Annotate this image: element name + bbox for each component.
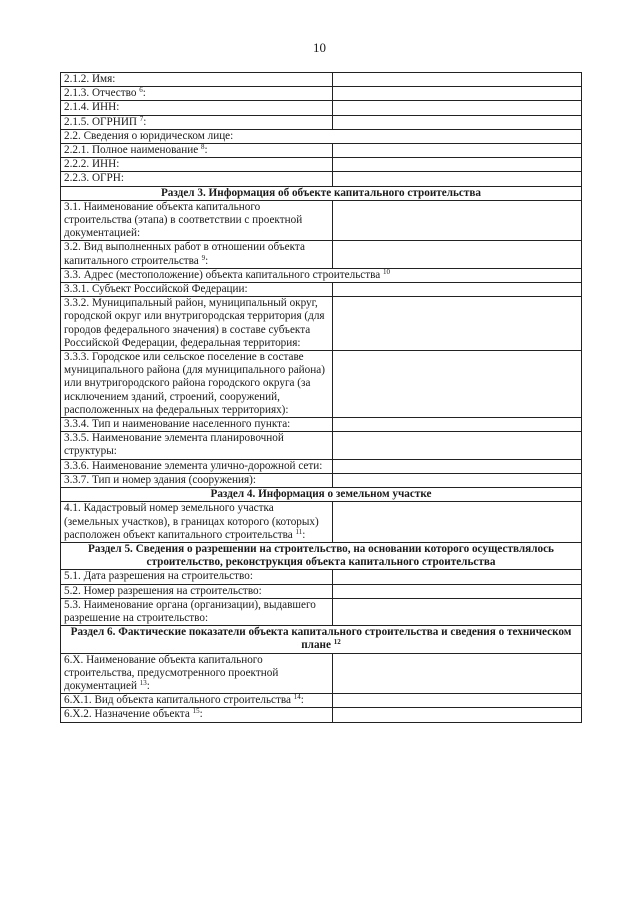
- form-row-2-2-3: [61, 172, 582, 186]
- field-value-cell[interactable]: [333, 73, 582, 87]
- field-label: 2.1.5. ОГРНИП $^7$:: [61, 115, 333, 129]
- form-row-3-2: [61, 241, 582, 268]
- section-title: Раздел 4. Информация о земельном участке: [61, 488, 582, 502]
- field-label: 3.3.2. Муниципальный район, муниципальный округ, городской округ или внутригородская территория (для городов федерального значения) в составе субъекта Российской Федерации, федеральная территория:: [61, 297, 333, 351]
- field-label: 3.3.7. Тип и номер здания (сооружения):: [61, 473, 333, 487]
- field-value-cell[interactable]: [333, 694, 582, 708]
- field-label: 3.1. Наименование объекта капитального строительства (этапа) в соответствии с проектной документацией:: [61, 200, 333, 241]
- field-value-cell[interactable]: [333, 200, 582, 241]
- footnote-ref: 15: [192, 707, 200, 716]
- field-label: 3.3.1. Субъект Российской Федерации:: [61, 283, 333, 297]
- form-row-5-3: [61, 598, 582, 625]
- field-value-cell[interactable]: [333, 241, 582, 268]
- section-title: Раздел 3. Информация об объекте капитального строительства: [61, 186, 582, 200]
- form-row-2-2-2: [61, 158, 582, 172]
- footnote-ref: 10: [383, 268, 391, 276]
- field-label: 5.2. Номер разрешения на строительство:: [61, 584, 333, 598]
- field-value-cell[interactable]: [333, 459, 582, 473]
- field-label: 2.1.2. Имя:: [61, 73, 333, 87]
- field-value-cell[interactable]: [333, 502, 582, 543]
- field-label: 6.X.2. Назначение объекта $^{15}$:: [61, 708, 333, 722]
- field-label: 5.3. Наименование органа (организации), выдавшего разрешение на строительство:: [61, 598, 333, 625]
- field-value-cell[interactable]: [333, 101, 582, 115]
- footnote-ref: 9: [201, 253, 206, 262]
- form-row-2-1-4: [61, 101, 582, 115]
- field-label-full: 3.3. Адрес (местоположение) объекта капитального строительства $^{10}$: [61, 268, 582, 282]
- field-label: 6.X. Наименование объекта капитального строительства, предусмотренного проектной документацией $^{13}$:: [61, 653, 333, 694]
- section-header-6: [61, 626, 582, 653]
- field-value-cell[interactable]: [333, 598, 582, 625]
- field-value-cell[interactable]: [333, 297, 582, 351]
- field-value-cell[interactable]: [333, 418, 582, 432]
- field-label: 4.1. Кадастровый номер земельного участка (земельных участков), в границах которого (которых) расположен объект капитального строительства $^{11}$:: [61, 502, 333, 543]
- form-row-3-3-2: [61, 297, 582, 351]
- field-label: 2.1.3. Отчество $^6$:: [61, 87, 333, 101]
- field-value-cell[interactable]: [333, 584, 582, 598]
- field-label: 2.2.1. Полное наименование $^8$:: [61, 144, 333, 158]
- field-label: 2.2.3. ОГРН:: [61, 172, 333, 186]
- form-row-3-3-6: [61, 459, 582, 473]
- field-label: 3.3.3. Городское или сельское поселение в составе муниципального района (для муниципального района) или внутригородского района городского округа (за исключением зданий, строений, сооружений, расположенных на федеральных территориях):: [61, 351, 333, 418]
- field-label: 3.3.5. Наименование элемента планировочной структуры:: [61, 432, 333, 459]
- footnote-ref: 12: [333, 638, 341, 647]
- field-label: 5.1. Дата разрешения на строительство:: [61, 570, 333, 584]
- footnote-ref: 13: [139, 678, 147, 687]
- field-label: 2.2.2. ИНН:: [61, 158, 333, 172]
- footnote-ref: 11: [295, 527, 303, 536]
- form-row-6-x-2: [61, 708, 582, 722]
- field-value-cell[interactable]: [333, 115, 582, 129]
- field-value-cell[interactable]: [333, 172, 582, 186]
- field-value-cell[interactable]: [333, 144, 582, 158]
- form-row-4-1: [61, 502, 582, 543]
- form-row-2-1-2: [61, 73, 582, 87]
- field-value-cell[interactable]: [333, 708, 582, 722]
- section-title: Раздел 6. Фактические показатели объекта капитального строительства и сведения о техническом плане $^{12}$: [61, 626, 582, 653]
- field-label: 3.2. Вид выполненных работ в отношении объекта капитального строительства $^9$:: [61, 241, 333, 268]
- form-row-3-3-5: [61, 432, 582, 459]
- form-row-6-x-1: [61, 694, 582, 708]
- form-row-3-1: [61, 200, 582, 241]
- footnote-ref: 7: [139, 115, 144, 123]
- form-row-3-3-7: [61, 473, 582, 487]
- field-label: 3.3.6. Наименование элемента улично-дорожной сети:: [61, 459, 333, 473]
- field-value-cell[interactable]: [333, 283, 582, 297]
- form-row-2-2: [61, 129, 582, 143]
- field-label: 3.3.4. Тип и наименование населенного пункта:: [61, 418, 333, 432]
- form-table: [60, 72, 582, 723]
- form-row-5-1: [61, 570, 582, 584]
- field-label: 6.X.1. Вид объекта капитального строительства $^{14}$:: [61, 694, 333, 708]
- field-value-cell[interactable]: [333, 87, 582, 101]
- section-title: Раздел 5. Сведения о разрешении на строительство, на основании которого осуществлялось строительство, реконструкция объекта капитального строительства: [61, 542, 582, 569]
- section-header-5: [61, 542, 582, 569]
- form-row-5-2: [61, 584, 582, 598]
- field-value-cell[interactable]: [333, 351, 582, 418]
- field-value-cell[interactable]: [333, 158, 582, 172]
- field-label: 2.1.4. ИНН:: [61, 101, 333, 115]
- field-value-cell[interactable]: [333, 570, 582, 584]
- footnote-ref: 8: [200, 143, 205, 152]
- form-row-3-3-4: [61, 418, 582, 432]
- form-row-3-3-3: [61, 351, 582, 418]
- section-header-4: [61, 488, 582, 502]
- form-row-6-x: [61, 653, 582, 694]
- section-header-3: [61, 186, 582, 200]
- form-row-2-2-1: [61, 144, 582, 158]
- page-number: 10: [313, 40, 326, 55]
- form-row-3-3: [61, 268, 582, 282]
- footnote-ref: 14: [293, 693, 301, 702]
- form-row-3-3-1: [61, 283, 582, 297]
- field-value-cell[interactable]: [333, 473, 582, 487]
- field-label-full: 2.2. Сведения о юридическом лице:: [61, 129, 582, 143]
- form-row-2-1-3: [61, 87, 582, 101]
- field-value-cell[interactable]: [333, 432, 582, 459]
- field-value-cell[interactable]: [333, 653, 582, 694]
- footnote-ref: 6: [139, 86, 143, 95]
- form-row-2-1-5: [61, 115, 582, 129]
